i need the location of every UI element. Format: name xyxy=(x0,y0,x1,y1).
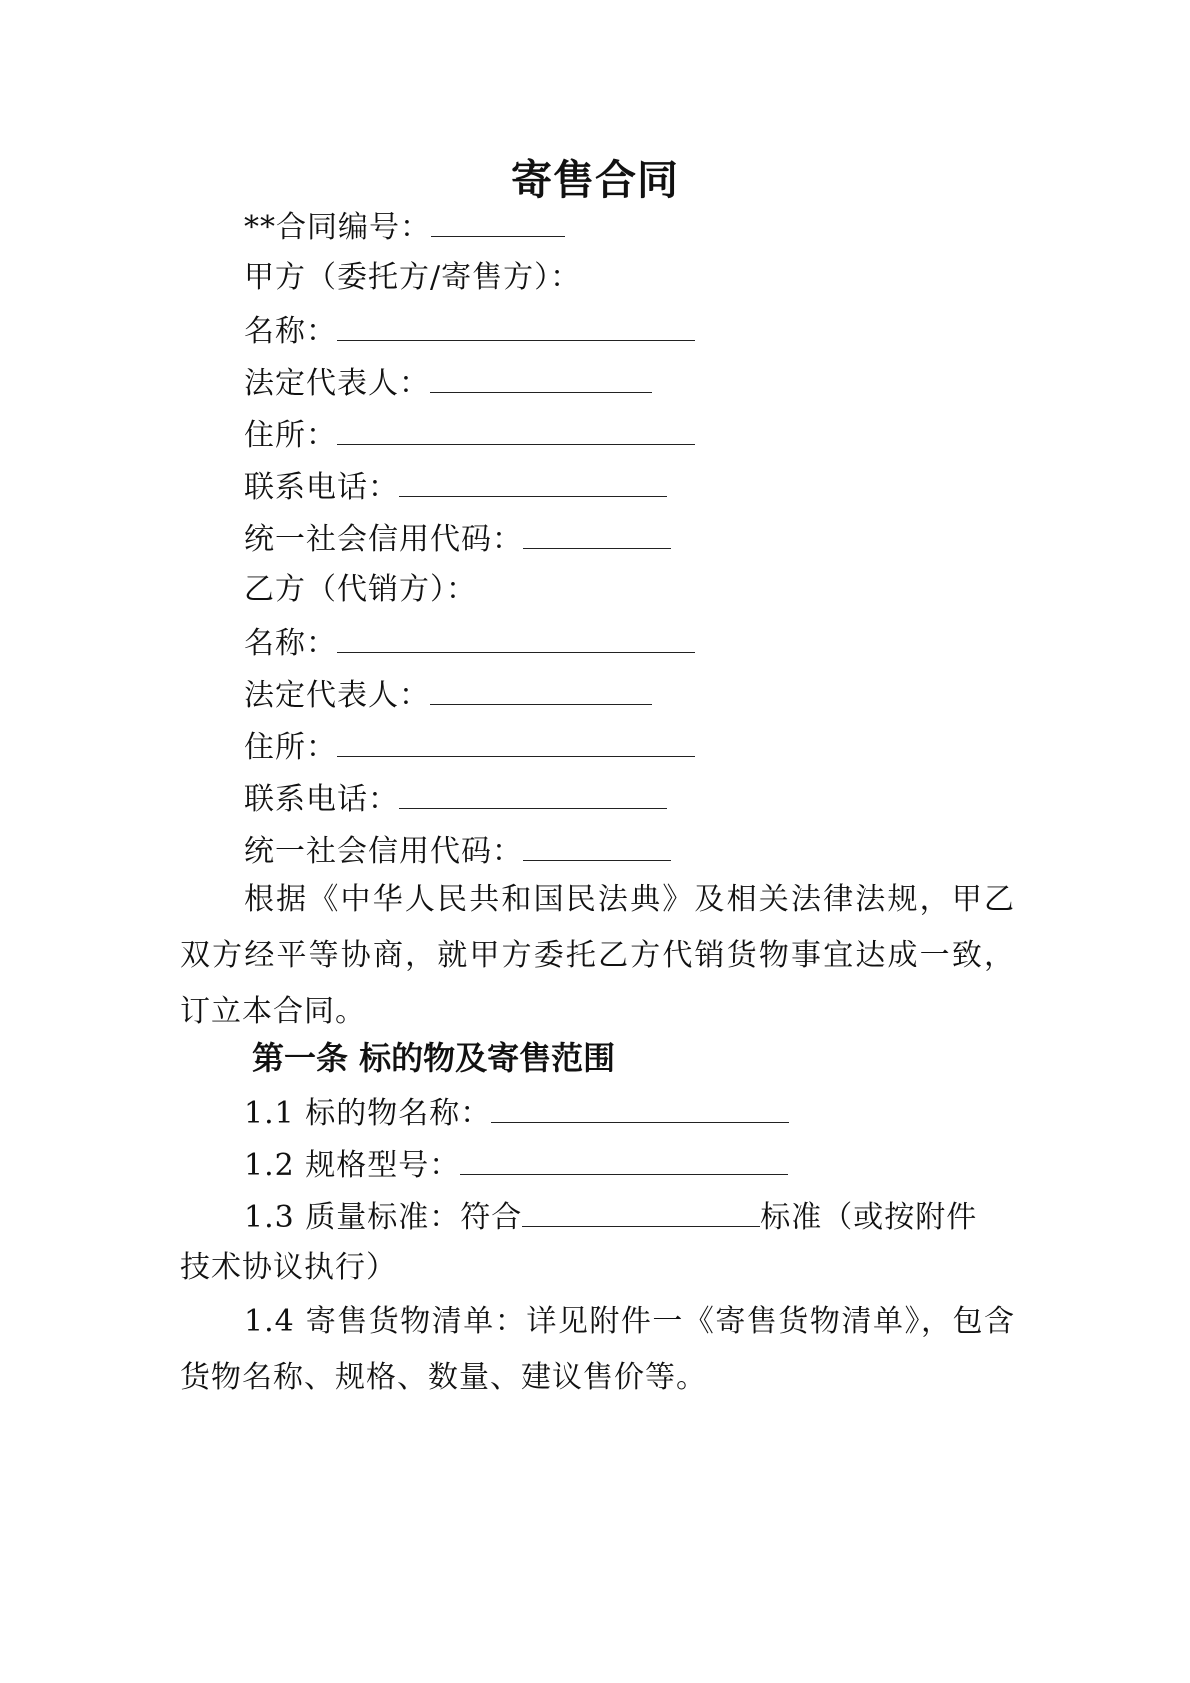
party-a-phone-label: 联系电话： xyxy=(244,470,399,505)
article-1-item-1-line xyxy=(244,1092,789,1134)
party-b-address-label: 住所： xyxy=(244,730,337,765)
contract-number-label: **合同编号： xyxy=(244,210,431,245)
article-1-item-3-continuation: 技术协议执行） xyxy=(180,1250,397,1285)
party-b-phone-blank[interactable] xyxy=(399,778,667,809)
article-1-item-2-line xyxy=(244,1144,788,1186)
article-1-item-3-suffix: 标准（或按附件 xyxy=(760,1200,978,1235)
party-b-rep-blank[interactable] xyxy=(430,674,652,705)
document-title: 寄售合同 xyxy=(511,156,679,204)
party-b-rep-label: 法定代表人： xyxy=(244,678,430,713)
party-b-heading: 乙方（代销方）： xyxy=(244,572,477,607)
article-1-item-3-prefix: 1.3 质量标准：符合 xyxy=(244,1200,523,1235)
party-a-phone-blank[interactable] xyxy=(399,466,667,497)
party-a-credit-code-label: 统一社会信用代码： xyxy=(244,522,523,557)
party-a-heading: 甲方（委托方/寄售方）： xyxy=(244,260,582,295)
party-a-name-blank[interactable] xyxy=(337,310,695,341)
party-a-address-label: 住所： xyxy=(244,418,337,453)
article-1-item-1-blank[interactable] xyxy=(491,1092,789,1123)
party-a-credit-code-line xyxy=(244,518,671,560)
article-1-item-3-blank[interactable] xyxy=(522,1196,760,1227)
party-a-rep-label: 法定代表人： xyxy=(244,366,430,401)
party-a-name-line xyxy=(244,310,695,352)
article-1-item-3-line xyxy=(244,1196,977,1238)
party-a-name-label: 名称： xyxy=(244,314,337,349)
contract-number-blank[interactable] xyxy=(431,206,565,237)
party-b-phone-label: 联系电话： xyxy=(244,782,399,817)
party-a-credit-code-blank[interactable] xyxy=(523,518,671,549)
article-1-heading: 第一条 标的物及寄售范围 xyxy=(252,1039,616,1077)
article-1-item-2-label: 1.2 规格型号： xyxy=(244,1148,461,1183)
party-a-rep-line xyxy=(244,362,652,404)
party-b-credit-code-blank[interactable] xyxy=(523,830,671,861)
party-b-name-blank[interactable] xyxy=(337,622,695,653)
party-b-credit-code-line xyxy=(244,830,671,872)
party-a-phone-line xyxy=(244,466,667,508)
party-b-rep-line xyxy=(244,674,652,716)
party-a-address-line xyxy=(244,414,695,456)
party-a-rep-blank[interactable] xyxy=(430,362,652,393)
article-1-item-4-paragraph: 1.4 寄售货物清单：详见附件一《寄售货物清单》，包含货物名称、规格、数量、建议售价等。 xyxy=(180,1304,1015,1395)
article-1-item-2-blank[interactable] xyxy=(460,1144,788,1175)
party-b-credit-code-label: 统一社会信用代码： xyxy=(244,834,523,869)
article-1-item-1-label: 1.1 标的物名称： xyxy=(244,1096,492,1131)
party-a-address-blank[interactable] xyxy=(337,414,695,445)
party-b-name-line xyxy=(244,622,695,664)
party-b-address-blank[interactable] xyxy=(337,726,695,757)
contract-number-line xyxy=(244,206,565,248)
preamble-paragraph: 根据《中华人民共和国民法典》及相关法律法规，甲乙双方经平等协商，就甲方委托乙方代销货物事宜达成一致，订立本合同。 xyxy=(180,882,1015,1029)
party-b-address-line xyxy=(244,726,695,768)
party-b-phone-line xyxy=(244,778,667,820)
party-b-name-label: 名称： xyxy=(244,626,337,661)
